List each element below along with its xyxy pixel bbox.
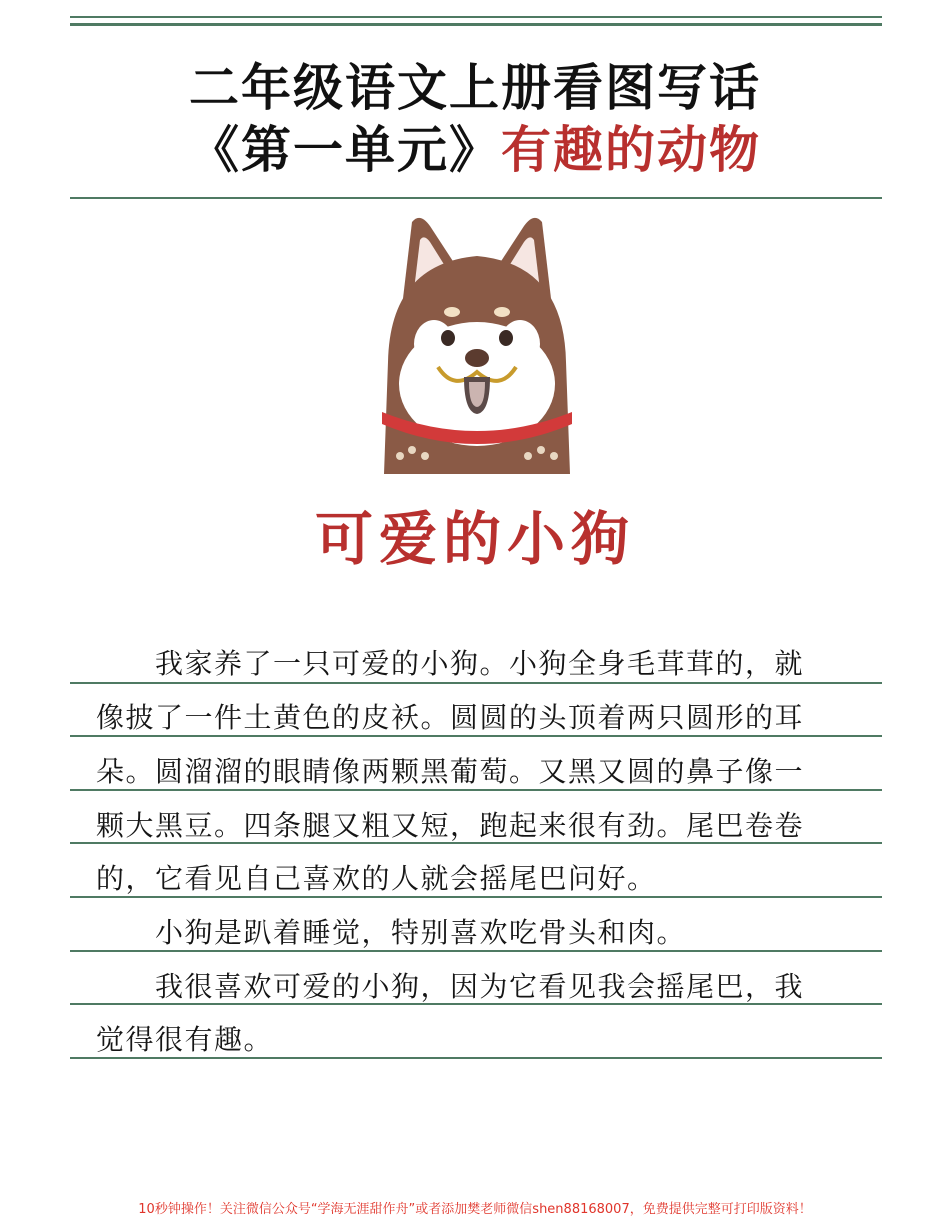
- header-rule: [70, 197, 882, 199]
- writing-rule: [70, 842, 882, 844]
- writing-rule: [70, 682, 882, 684]
- writing-rule: [70, 896, 882, 898]
- writing-rule: [70, 950, 882, 952]
- essay-title: 可爱的小狗: [314, 505, 635, 573]
- shiba-dog-icon: [372, 212, 582, 474]
- writing-rule: [70, 1003, 882, 1005]
- essay-line: 觉得很有趣。: [96, 1023, 274, 1056]
- writing-rule: [70, 789, 882, 791]
- essay-line: 朵。圆溜溜的眼睛像两颗黑葡萄。又黑又圆的鼻子像一: [96, 755, 805, 788]
- essay-line: 的，它看见自己喜欢的人就会摇尾巴问好。: [96, 862, 657, 895]
- top-rule-inner: [70, 23, 882, 26]
- page-title: 二年级语文上册看图写话: [189, 58, 761, 117]
- essay-line: 我家养了一只可爱的小狗。小狗全身毛茸茸的，就: [96, 647, 805, 680]
- topic-label: 有趣的动物: [501, 120, 761, 179]
- writing-rule: [70, 1057, 882, 1059]
- essay-line: 我很喜欢可爱的小狗，因为它看见我会摇尾巴，我: [96, 970, 805, 1003]
- footer-promo: 10秒钟操作！关注微信公众号“学海无涯甜作舟”或者添加樊老师微信shen88168007，免费提供完整可打印版资料！: [138, 1202, 812, 1217]
- essay-line: 颗大黑豆。四条腿又粗又短，跑起来很有劲。尾巴卷卷: [96, 809, 805, 842]
- writing-rule: [70, 735, 882, 737]
- page-subtitle: [0, 110, 950, 182]
- top-rule: [70, 16, 882, 18]
- unit-label: 《第一单元》: [189, 120, 501, 179]
- essay-line: 小狗是趴着睡觉，特别喜欢吃骨头和肉。: [96, 916, 687, 949]
- essay-line: 像披了一件土黄色的皮袄。圆圆的头顶着两只圆形的耳: [96, 701, 805, 734]
